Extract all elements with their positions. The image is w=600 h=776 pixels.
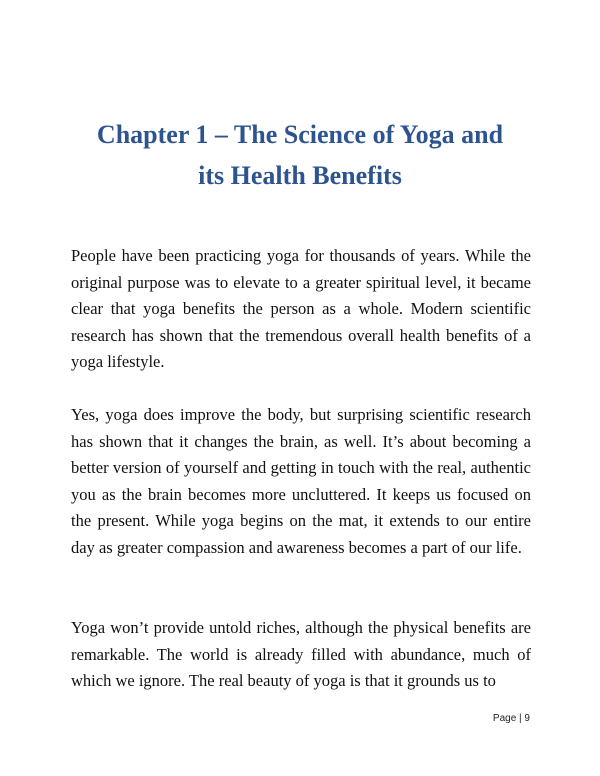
body-paragraph-3: Yoga won’t provide untold riches, although the physical benefits are remarkable. The world is already filled with abundance, much of which we ignore. The real beauty of yoga is that it grounds us to bbox=[71, 618, 531, 690]
body-paragraph-1: People have been practicing yoga for thousands of years. While the original purpose was to elevate to a greater spiritual level, it became clear that yoga benefits the person as a whole. Modern scientific research has shown that the tremendous overall health benefits of a yoga lifestyle. bbox=[71, 246, 531, 371]
chapter-title-line-2: its Health Benefits bbox=[198, 161, 402, 190]
chapter-title bbox=[60, 114, 540, 196]
body-paragraph-2: Yes, yoga does improve the body, but surprising scientific research has shown that it changes the brain, as well. It’s about becoming a better version of yourself and getting in touch with the real, authentic you as the brain becomes more uncluttered. It keeps us focused on the present. While yoga begins on the mat, it extends to our entire day as greater compassion and awareness becomes a part of our life. bbox=[71, 405, 531, 557]
chapter-title-line-1: Chapter 1 – The Science of Yoga and bbox=[96, 120, 504, 149]
page-number: Page | 9 bbox=[492, 713, 530, 724]
